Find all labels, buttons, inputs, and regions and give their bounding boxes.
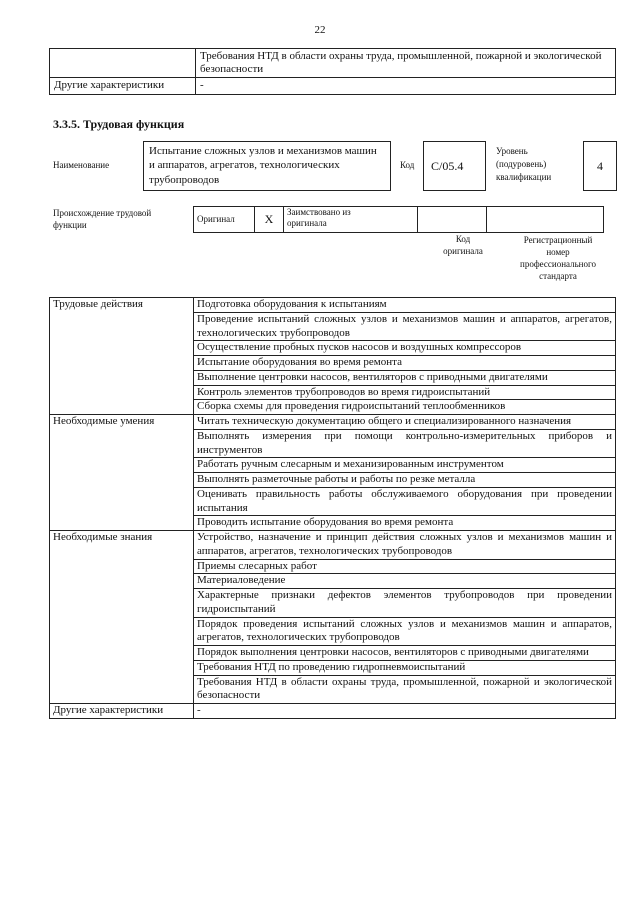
name-label: Наименование	[53, 160, 110, 170]
borrowed-label-line: оригинала	[287, 218, 327, 229]
function-code-box: C/05.4	[423, 141, 486, 191]
section-title: 3.3.5. Трудовая функция	[53, 117, 185, 131]
origin-table	[193, 206, 604, 233]
level-label-line: Уровень	[496, 146, 528, 156]
table-row	[50, 298, 616, 313]
labor-function-table	[49, 297, 616, 719]
original-cell: Оригинал	[194, 207, 255, 233]
level-label-line: (подуровень)	[496, 159, 547, 170]
skill-item: Работать ручным слесарным и механизированным инструментом	[194, 458, 616, 473]
table-row	[194, 207, 604, 233]
caption-line: оригинала	[443, 245, 483, 256]
function-name-box: Испытание сложных узлов и механизмов машин и аппаратов, агрегатов, технологических трубопроводов	[143, 141, 391, 191]
table-cell: Другие характеристики	[50, 78, 196, 94]
action-item: Выполнение центровки насосов, вентиляторов с приводными двигателями	[194, 370, 616, 385]
action-item: Испытание оборудования во время ремонта	[194, 356, 616, 371]
code-label: Код	[400, 160, 415, 170]
origin-label-line: функции	[53, 220, 87, 231]
page-number: 22	[314, 24, 326, 36]
registration-number-caption	[503, 234, 613, 283]
action-item: Подготовка оборудования к испытаниям	[194, 298, 616, 313]
caption-line: номер	[546, 247, 570, 258]
level-label-line: квалификации	[496, 172, 552, 183]
skill-item: Выполнять измерения при помощи контрольно-измерительных приборов и инструментов	[194, 429, 616, 458]
action-item: Осуществление пробных пусков насосов и воздушных компрессоров	[194, 341, 616, 356]
skill-item: Оценивать правильность работы обслуживаемого оборудования при проведении испытания	[194, 487, 616, 516]
knowledge-item: Порядок выполнения центровки насосов, вентиляторов с приводными двигателями	[194, 646, 616, 661]
table-row	[50, 704, 616, 719]
registration-number-cell	[487, 207, 604, 233]
table-cell: Требования НТД в области охраны труда, промышленной, пожарной и экологической безопасности	[196, 49, 616, 78]
knowledge-item: Характерные признаки дефектов элементов трубопроводов при проведении гидроиспытаний	[194, 589, 616, 618]
origin-label	[53, 207, 151, 231]
skill-item: Выполнять разметочные работы и работы по резке металла	[194, 473, 616, 488]
continuation-table	[49, 48, 616, 95]
level-label	[496, 145, 551, 184]
original-code-cell	[418, 207, 487, 233]
knowledge-item: Требования НТД в области охраны труда, промышленной, пожарной и экологической безопасности	[194, 675, 616, 704]
table-cell: -	[196, 78, 616, 94]
skill-item: Проводить испытание оборудования во время ремонта	[194, 516, 616, 531]
category-other: Другие характеристики	[50, 704, 194, 719]
table-row	[50, 78, 616, 94]
table-cell	[50, 49, 196, 78]
table-row	[50, 531, 616, 560]
other-value: -	[194, 704, 616, 719]
original-code-caption	[430, 234, 496, 257]
knowledge-item: Материаловедение	[194, 574, 616, 589]
category-knowledge: Необходимые знания	[50, 531, 194, 704]
borrowed-cell	[284, 207, 418, 233]
caption-line: Код	[455, 234, 471, 244]
skill-item: Читать техническую документацию общего и специализированного назначения	[194, 415, 616, 430]
action-item: Контроль элементов трубопроводов во время гидроиспытаний	[194, 385, 616, 400]
caption-line: профессионального	[520, 259, 596, 270]
origin-label-line: Происхождение трудовой	[53, 208, 152, 218]
category-actions: Трудовые действия	[50, 298, 194, 415]
qualification-level-box: 4	[583, 141, 617, 191]
table-row	[50, 415, 616, 430]
category-skills: Необходимые умения	[50, 415, 194, 531]
original-mark-cell: X	[255, 207, 284, 233]
knowledge-item: Порядок проведения испытаний сложных узлов и механизмов машин и аппаратов, агрегатов, технологических трубопроводов	[194, 617, 616, 646]
knowledge-item: Устройство, назначение и принцип действия сложных узлов и механизмов машин и аппаратов, агрегатов, технологических трубопроводов	[194, 531, 616, 560]
caption-line: стандарта	[539, 271, 577, 282]
knowledge-item: Требования НТД по проведению гидропневмоиспытаний	[194, 660, 616, 675]
action-item: Проведение испытаний сложных узлов и механизмов машин и аппаратов, агрегатов, технологических трубопроводов	[194, 312, 616, 341]
caption-line: Регистрационный	[523, 235, 593, 245]
borrowed-label-line: Заимствовано из	[287, 207, 351, 217]
table-row	[50, 49, 616, 78]
knowledge-item: Приемы слесарных работ	[194, 559, 616, 574]
action-item: Сборка схемы для проведения гидроиспытаний теплообменников	[194, 400, 616, 415]
